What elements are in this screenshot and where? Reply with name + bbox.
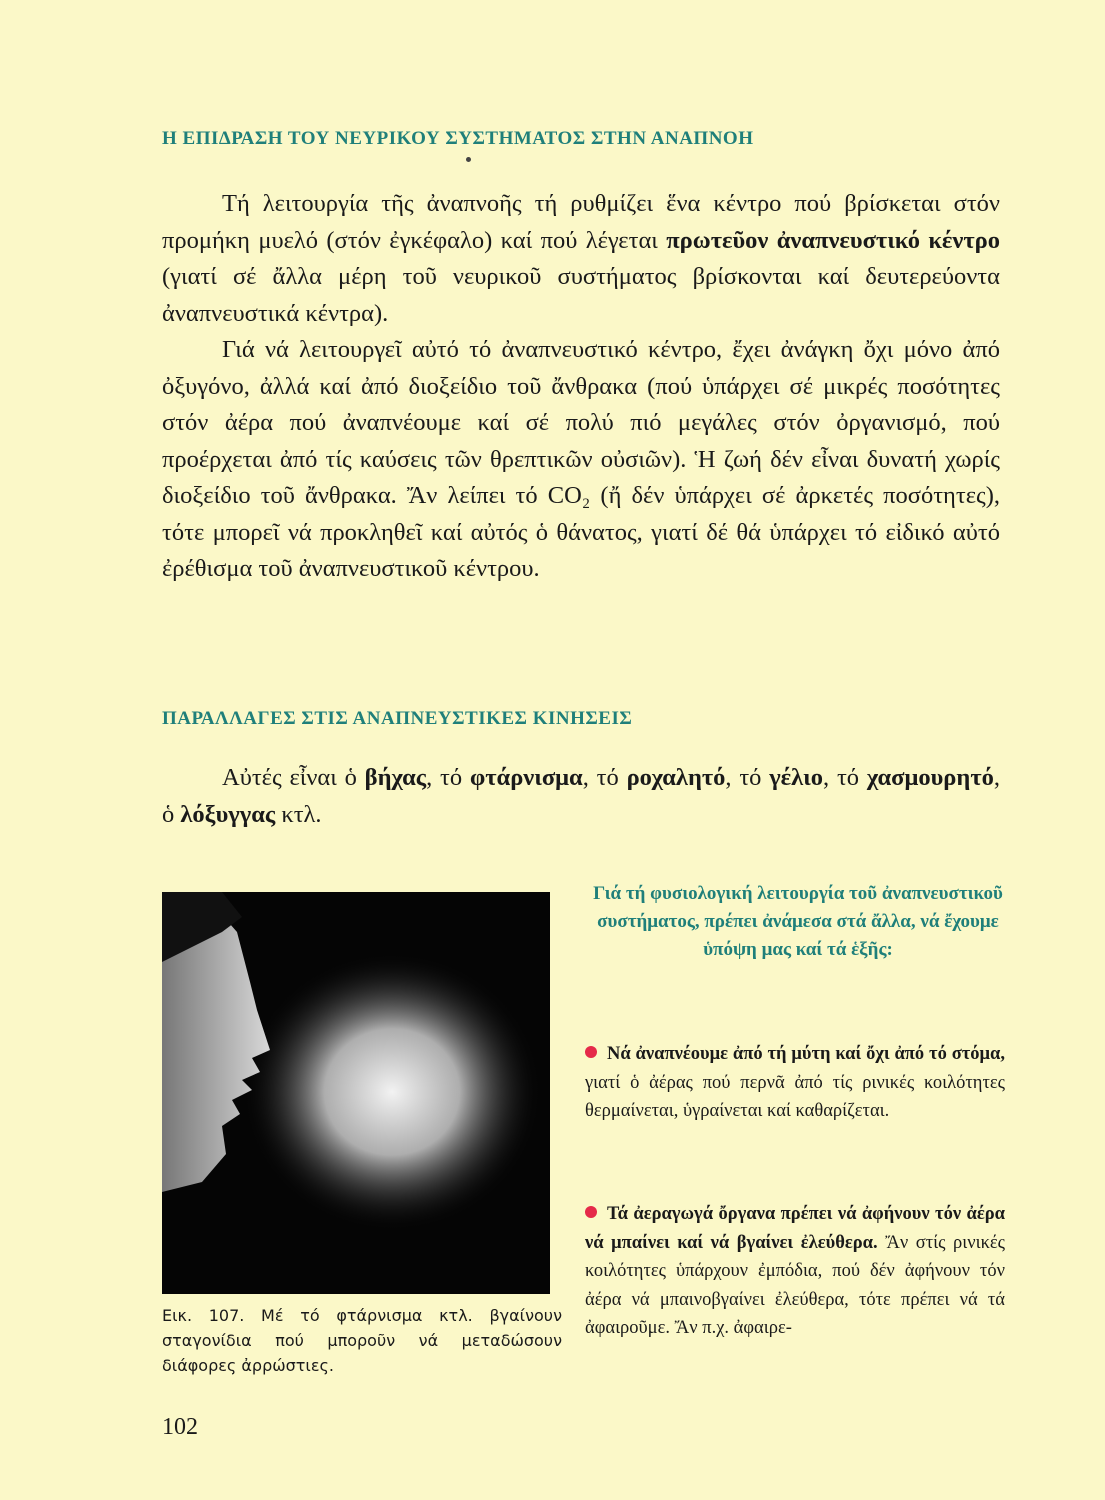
paragraph-2: Γιά νά λειτουργεῖ αὐτό τό ἀναπνευστικό κέντρο, ἔχει ἀνάγκη ὄχι μόνο ἀπό ὀξυγόνο, ἀλλά καί ἀπό διοξείδιο τοῦ ἄνθρακα (πού ὑπάρχει σέ μικρές ποσότητες στόν ἀέρα πού ἀναπνέουμε καί σέ πολύ πιό μεγάλες στόν ὀργανισμό, πού προέρχεται ἀπό τίς καύσεις τῶν θρεπτικῶν οὐσιῶν). Ἡ ζωή δέν εἶναι δυνατή χωρίς διοξείδιο τοῦ ἄνθρακα. Ἄν λείπει τό CO₂ (ἤ δέν ὑπάρχει σέ ἀρκετές ποσότητες), τότε μπορεῖ νά προκληθεῖ καί αὐτός ὁ θάνατος, γιατί δέ θά ὑπάρχει τό εἰδικό αὐτό ἐρέθισμα τοῦ ἀναπνευστικοῦ κέντρου. [162,336,1000,582]
sidebar-item-nose-breathing: Νά ἀναπνέουμε ἀπό τή μύτη καί ὄχι ἀπό τό στόμα, γιατί ὁ ἀέρας πού περνᾶ ἀπό τίς ρινικές κοιλότητες θερμαίνεται, ὑγραίνεται καί καθαρίζεται. [585,1044,1005,1121]
decorative-dot [466,157,471,162]
page-number: 102 [162,1414,198,1440]
paragraph-1: Τή λειτουργία τῆς ἀναπνοῆς τή ρυθμίζει ἕνα κέντρο πού βρίσκεται στόν προμήκη μυελό (στόν ἐγκέφαλο) καί πού λέγεται πρωτεῦον ἀναπνευστικό κέντρο (γιατί σέ ἄλλα μέρη τοῦ νευρικοῦ συστήματος βρίσκονται καί δευτερεύοντα ἀναπνευστικά κέντρα). [162,190,1000,327]
sidebar-item-airways: Τά ἀεραγωγά ὄργανα πρέπει νά ἀφήνουν τόν ἀέρα νά μπαίνει καί νά βγαίνει ἐλεύθερα. Ἄν στίς ρινικές κοιλότητες ὑπάρχουν ἐμπόδια, πού δέν ἀφήνουν τόν ἀέρα νά μπαινοβγαίνει ἐλεύθερα, τότε πρέπει νά τά ἀφαιροῦμε. Ἄν π.χ. ἀφαιρε- [585,1204,1005,1338]
sidebar-intro: Γιά τή φυσιολογική λειτουργία τοῦ ἀναπνευστικοῦ συστήματος, πρέπει ἀνάμεσα στά ἄλλα, νά ἔχουμε ὑπόψη μας καί τά ἑξῆς: [593,883,1003,960]
section2-body [162,760,1000,833]
section-heading-variations: ΠΑΡΑΛΛΑΓΕΣ ΣΤΙΣ ΑΝΑΠΝΕΥΣΤΙΚΕΣ ΚΙΝΗΣΕΙΣ [162,708,633,729]
figure-caption: Εικ. 107. Μέ τό φτάρνισμα κτλ. βγαίνουν σταγονίδια πού μποροῦν νά μεταδώσουν διάφορες ἀρρώστιες. [162,1306,562,1375]
section-heading-nervous-system: Η ΕΠΙΔΡΑΣΗ ΤΟΥ ΝΕΥΡΙΚΟΥ ΣΥΣΤΗΜΑΤΟΣ ΣΤΗΝ ΑΝΑΠΝΟΗ [162,128,754,149]
paragraph-3: Αὐτές εἶναι ὁ βήχας, τό φτάρνισμα, τό ροχαλητό, τό γέλιο, τό χασμουρητό, ὁ λόξυγγας κτλ. [162,764,1001,828]
section1-body [162,186,1000,588]
bullet-icon [585,1206,597,1218]
bullet-icon [585,1046,597,1058]
sneeze-illustration [162,892,550,1294]
bold-term: πρωτεῦον ἀναπνευστικό κέντρο [666,226,1000,254]
sneeze-photo [162,892,550,1294]
